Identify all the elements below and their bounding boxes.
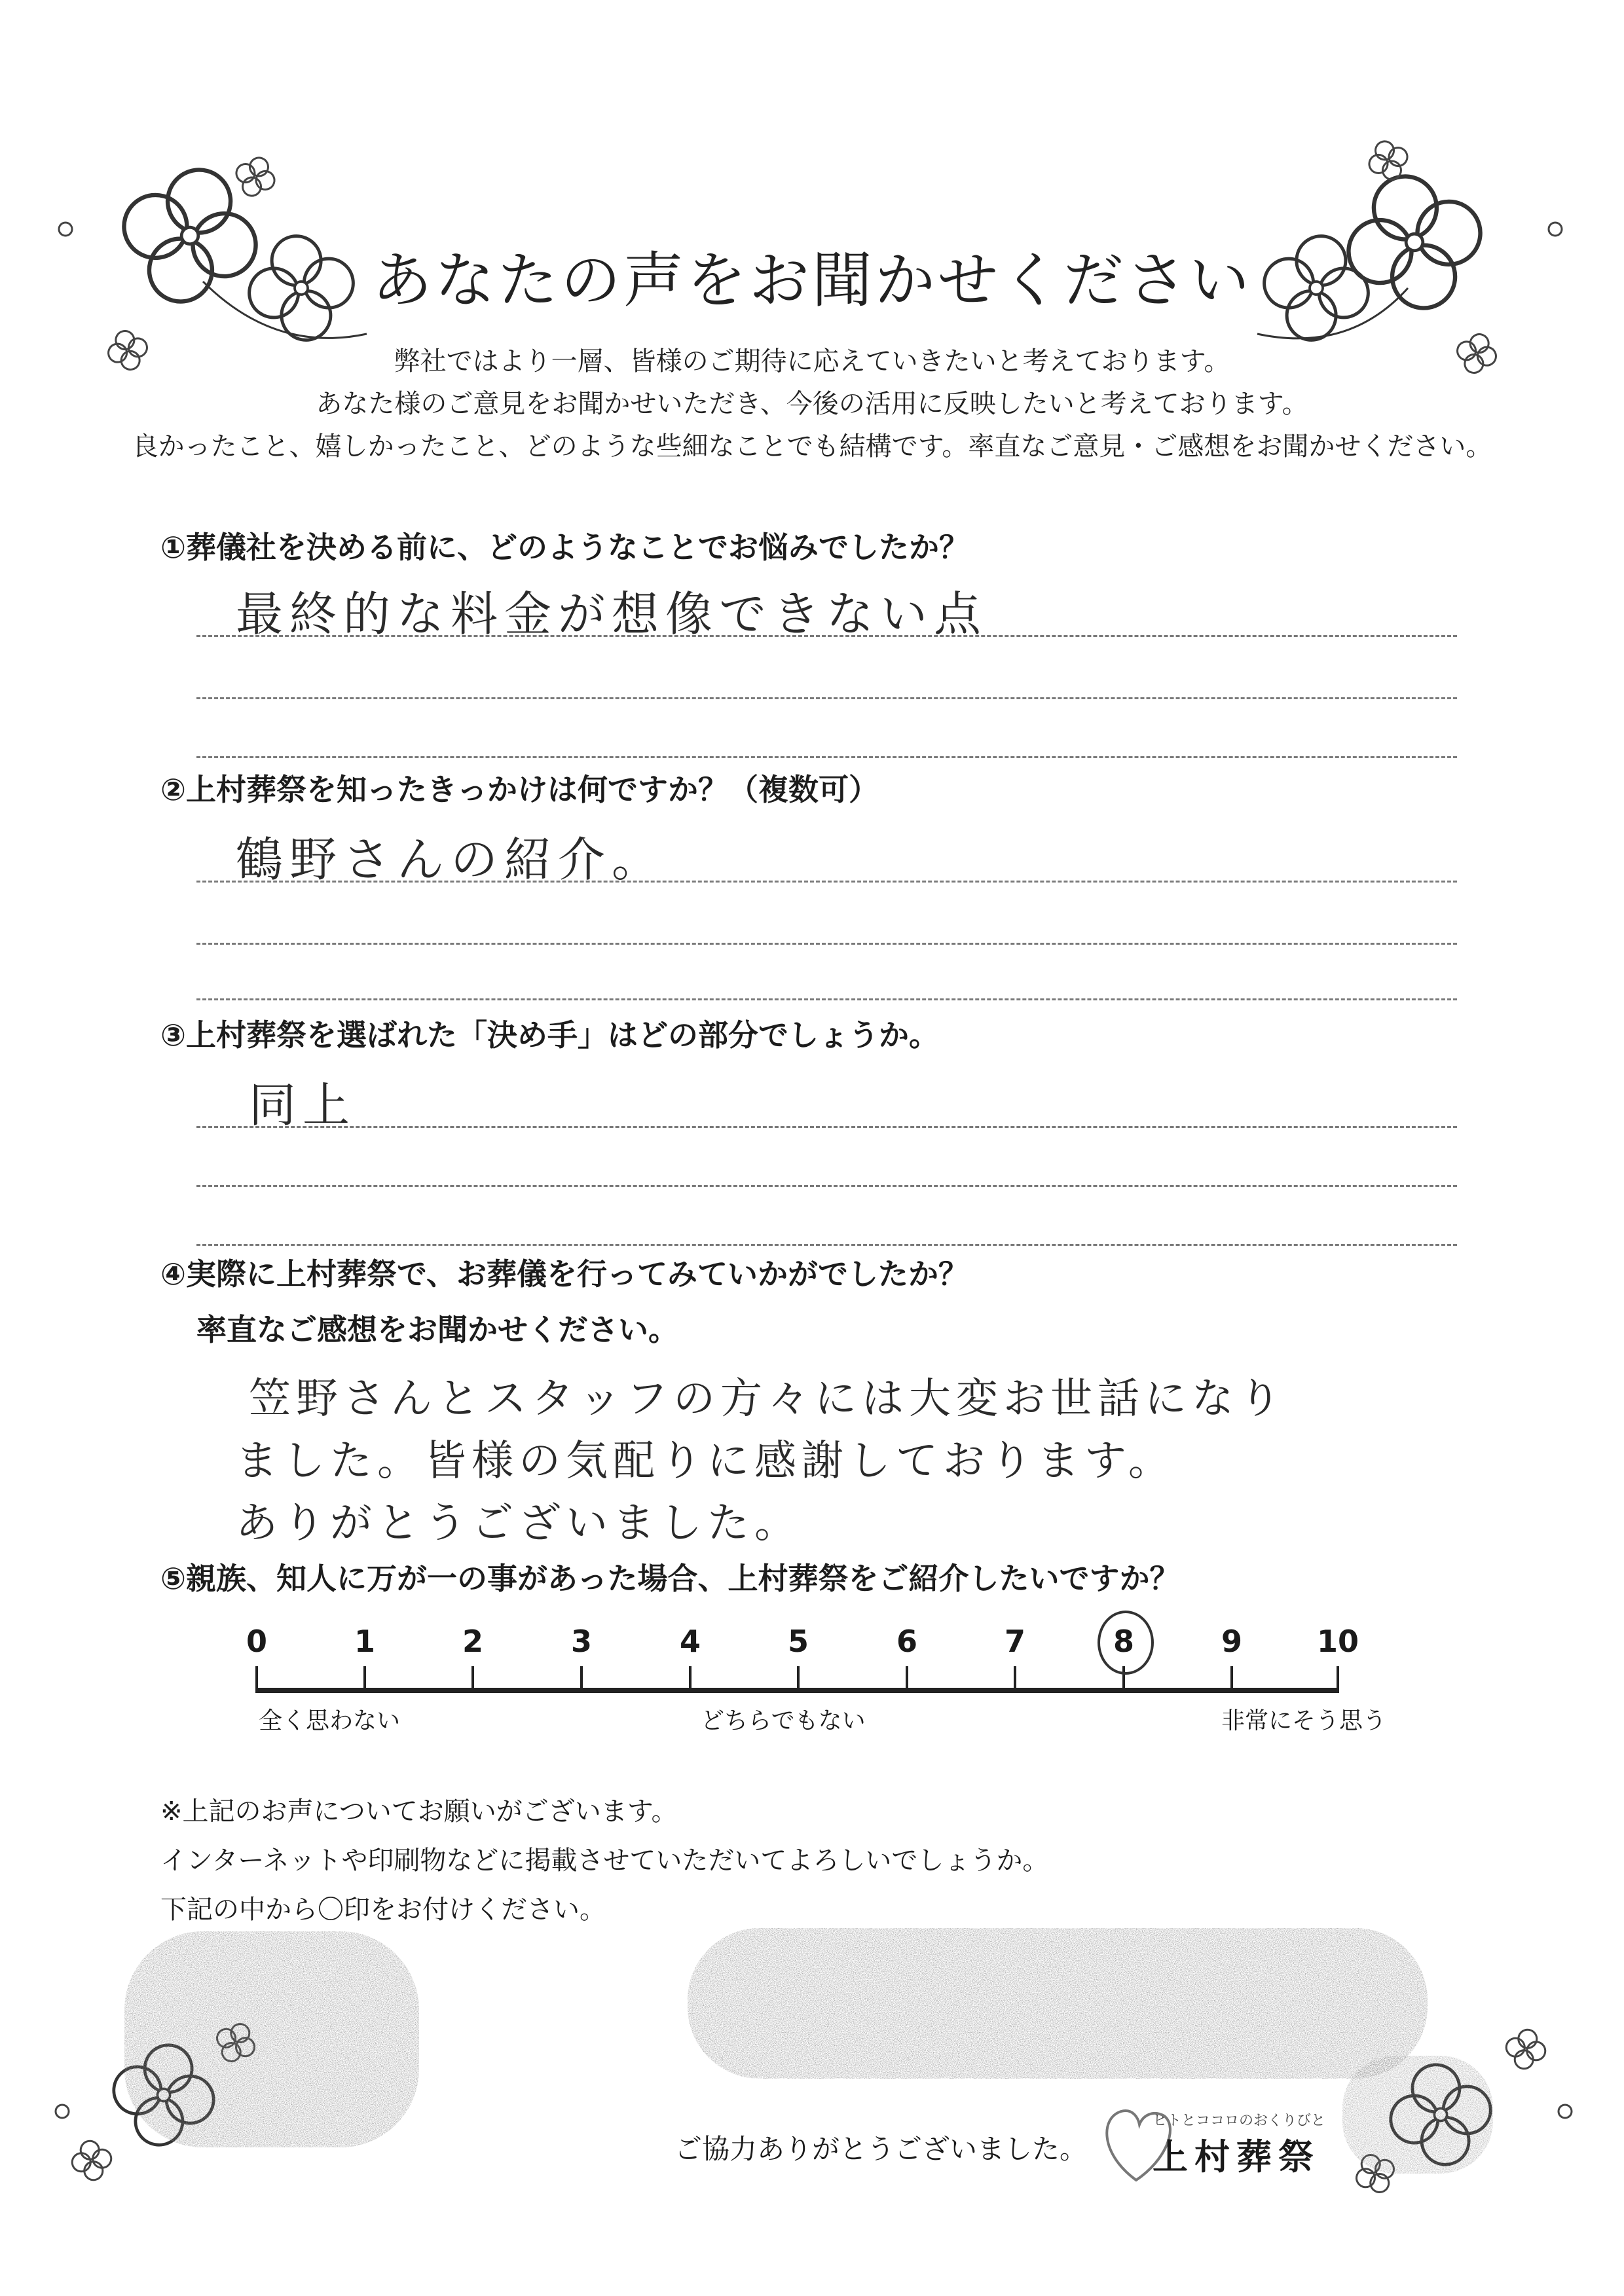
intro-line-2: あなた様のご意見をお聞かせいただき、今後の活用に反映したいと考えております。 xyxy=(316,389,1308,419)
footer-thanks: ご協力ありがとうございました。 xyxy=(674,2133,1088,2165)
question-1: ①葬儀社を決める前に、どのようなことでお悩みでしたか？ xyxy=(160,530,969,565)
scale-label-5: 5 xyxy=(787,1624,809,1659)
answer-4-line-1: 笠野さんとスタッフの方々には大変お世話になり xyxy=(249,1375,1286,1423)
scale-tick xyxy=(1014,1666,1016,1690)
scale-tick xyxy=(471,1666,474,1690)
scale-tick xyxy=(580,1666,583,1690)
scale-tick xyxy=(797,1666,800,1690)
note-line-1: ※上記のお声についてお願いがございます。 xyxy=(160,1796,678,1827)
scale-label-9: 9 xyxy=(1221,1624,1242,1659)
logo-tagline: ヒトとココロのおくりびと xyxy=(1153,2113,1326,2129)
scale-label-3: 3 xyxy=(570,1624,592,1659)
answer-line xyxy=(196,1185,1457,1187)
question-3: ③上村葬祭を選ばれた「決め手」はどの部分でしょうか。 xyxy=(160,1017,939,1053)
scale-tick xyxy=(255,1666,258,1690)
answer-line xyxy=(196,998,1457,1000)
scale-anchor-low: 全く思わない xyxy=(259,1707,401,1734)
answer-line xyxy=(196,756,1457,758)
page-title: あなたの声をお聞かせください xyxy=(371,246,1252,316)
scale-label-6: 6 xyxy=(896,1624,917,1659)
answer-1: 最終的な料金が想像できない点 xyxy=(236,587,988,642)
note-line-2: インターネットや印刷物などに掲載させていただいてよろしいでしょうか。 xyxy=(160,1846,1049,1876)
intro-line-1: 弊社ではより一層、皆様のご期待に応えていきたいと考えております。 xyxy=(394,346,1230,376)
scale-tick xyxy=(1337,1666,1339,1690)
answer-line xyxy=(196,881,1457,883)
scale-tick xyxy=(689,1666,692,1690)
scale-tick xyxy=(363,1666,366,1690)
question-4-sub: 率直なご感想をお聞かせください。 xyxy=(196,1312,678,1347)
scale-label-8: 8 xyxy=(1113,1624,1134,1659)
scale-label-2: 2 xyxy=(462,1624,483,1659)
scale-tick xyxy=(1230,1666,1233,1690)
answer-line xyxy=(196,697,1457,699)
scale-anchor-mid: どちらでもない xyxy=(701,1707,866,1734)
answer-4-line-3: ありがとうございました。 xyxy=(236,1499,802,1548)
answer-line xyxy=(196,1126,1457,1128)
redacted-area xyxy=(1342,2056,1493,2174)
answer-line xyxy=(196,635,1457,637)
question-5: ⑤親族、知人に万が一の事があった場合、上村葬祭をご紹介したいですか？ xyxy=(160,1561,1180,1596)
scale-label-1: 1 xyxy=(354,1624,375,1659)
note-line-3: 下記の中から〇印をお付けください。 xyxy=(160,1895,606,1925)
scale-label-7: 7 xyxy=(1004,1624,1025,1659)
question-2: ②上村葬祭を知ったきっかけは何ですか？（複数可） xyxy=(160,772,879,807)
question-4: ④実際に上村葬祭で、お葬儀を行ってみていかがでしたか？ xyxy=(160,1256,969,1292)
intro-line-3: 良かったこと、嬉しかったこと、どのような些細なことでも結構です。率直なご意見・ご感想をお聞かせください。 xyxy=(132,431,1492,462)
redacted-area xyxy=(124,1931,419,2147)
answer-line xyxy=(196,1244,1457,1246)
scale-tick xyxy=(906,1666,908,1690)
answer-2: 鶴野さんの紹介。 xyxy=(236,832,666,887)
scale-label-0: 0 xyxy=(246,1624,267,1659)
redacted-area xyxy=(688,1928,1428,2079)
answer-line xyxy=(196,943,1457,945)
scale-label-4: 4 xyxy=(679,1624,701,1659)
logo-name: 上村葬祭 xyxy=(1153,2136,1320,2178)
scale-anchor-high: 非常にそう思う xyxy=(1221,1707,1387,1734)
selected-rating-circle xyxy=(1098,1611,1154,1675)
scale-label-10: 10 xyxy=(1316,1624,1359,1659)
answer-3: 同上 xyxy=(249,1078,357,1133)
answer-4-line-2: ました。皆様の気配りに感謝しております。 xyxy=(236,1437,1175,1485)
